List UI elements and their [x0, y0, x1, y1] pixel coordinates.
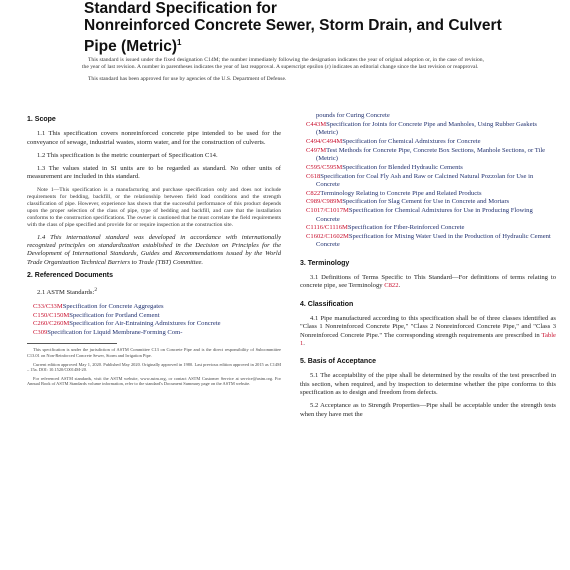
- reference-code[interactable]: C260/C260M: [33, 320, 70, 328]
- paragraph-5-1: 5.1 The acceptability of the pipe shall be determined by the results of the test prescribed in this section, when required, and by inspection to determine whether the pipe conforms to this specification as to design and freedom from defects.: [300, 372, 556, 397]
- astm-standards-intro-text: 2.1 ASTM Standards:: [37, 289, 95, 297]
- reference-item[interactable]: [300, 207, 556, 224]
- footnote-divider: [27, 343, 117, 344]
- reference-title[interactable]: pounds for Curing Concrete: [316, 112, 390, 119]
- reference-item[interactable]: [300, 233, 556, 250]
- footnote-1: This specification is under the jurisdiction of ASTM Committee C13 on Concrete Pipe and is the direct responsibility of Subcommittee C13.01 on Non-Reinforced Concrete Sewer, Storm and Irrigation Pipe.: [27, 347, 281, 359]
- reference-title[interactable]: Specification for Chemical Admixtures for Use in Producing Flowing Concrete: [316, 207, 533, 223]
- reference-code[interactable]: C33/C33M: [33, 302, 63, 310]
- reference-item[interactable]: [27, 303, 281, 311]
- reference-item[interactable]: [300, 173, 556, 190]
- reference-code[interactable]: C494/C494M: [306, 137, 343, 145]
- reference-item[interactable]: [27, 329, 281, 337]
- footnote-1-edition: Current edition approved May 1, 2020. Published May 2020. Originally approved in 1980. Last previous edition approved in 2015 as C14M – 15a. DOI: 10.1520/C0014M-20.: [27, 361, 281, 373]
- section-heading-scope: 1. Scope: [27, 116, 56, 123]
- reference-title[interactable]: Specification for Chemical Admixtures for Concrete: [342, 137, 481, 145]
- title-footnote-mark: 1: [177, 38, 182, 47]
- section-heading-terminology: 3. Terminology: [300, 259, 350, 267]
- paragraph-3-1-end: .: [398, 282, 401, 290]
- title-line-1: Standard Specification for: [84, 0, 277, 17]
- reference-title[interactable]: Specification for Mixing Water Used in the Production of Hydraulic Cement Concrete: [316, 233, 551, 249]
- reference-title[interactable]: Test Methods for Concrete Pipe, Concrete Box Sections, Manhole Sections, or Tile (Metric): [316, 146, 546, 162]
- notice-paragraph-1: This standard is issued under the fixed designation C14M; the number immediately following the designation indicates the year of original adoption or, in the case of revision, the year of last revision. A number in parentheses indicates the year of last reapproval. A superscript epsilon (ε) indicates an editorial change since the last revision or reapproval.: [82, 57, 484, 70]
- designation-notice: [82, 57, 484, 88]
- reference-code[interactable]: C309: [33, 329, 48, 337]
- reference-title[interactable]: Specification for Joints for Concrete Pipe and Manholes, Using Rubber Gaskets (Metric): [316, 120, 537, 137]
- footnote-2: For referenced ASTM standards, visit the ASTM website, www.astm.org, or contact ASTM Customer Service at service@astm.org. For Annual Book of ASTM Standards volume information, refer to the standard's Document Summary page on the ASTM website.: [27, 375, 281, 387]
- reference-item[interactable]: [300, 190, 556, 198]
- section-heading-basis-of-acceptance: 5. Basis of Acceptance: [300, 358, 376, 366]
- reference-title[interactable]: Specification for Fiber-Reinforced Concrete: [347, 224, 465, 232]
- title-line-3-text: Pipe (Metric): [84, 38, 178, 56]
- paragraph-1-3: 1.3 The values stated in SI units are to be regarded as standard. No other units of measurement are included in this standard.: [27, 165, 281, 181]
- left-column: [27, 112, 281, 390]
- reference-code[interactable]: C822: [306, 189, 321, 197]
- paragraph-4-1-end: .: [303, 339, 305, 347]
- title-line-2: Nonreinforced Concrete Sewer, Storm Drain, and Culvert: [84, 17, 502, 34]
- reference-title[interactable]: Specification for Slag Cement for Use in Concrete and Mortars: [342, 198, 510, 206]
- reference-item[interactable]: [300, 164, 556, 172]
- reference-code[interactable]: C1017/C1017M: [306, 207, 349, 215]
- terminology-reference-link[interactable]: C822: [384, 282, 399, 290]
- reference-title[interactable]: Specification for Air-Entraining Admixtures for Concrete: [69, 320, 221, 328]
- astm-footnote-mark: 2: [94, 287, 98, 294]
- reference-code[interactable]: C497M: [306, 146, 327, 154]
- paragraph-5-2: 5.2 Acceptance as to Strength Properties—Pipe shall be acceptable under the strength tests when they have met the: [300, 402, 556, 418]
- section-heading-referenced-documents: 2. Referenced Documents: [27, 271, 113, 279]
- notice-paragraph-2: This standard has been approved for use by agencies of the U.S. Department of Defense.: [88, 76, 287, 82]
- document-title: [84, 0, 504, 55]
- reference-item[interactable]: [300, 147, 556, 164]
- table-1-link[interactable]: Table 1: [300, 331, 556, 347]
- astm-standards-intro: [27, 286, 281, 297]
- reference-code[interactable]: C150/C150M: [33, 311, 70, 319]
- reference-title[interactable]: Specification for Coal Fly Ash and Raw or Calcined Natural Pozzolan for Use in Concrete: [316, 172, 534, 188]
- reference-item[interactable]: [300, 198, 556, 206]
- reference-title[interactable]: Specification for Portland Cement: [69, 311, 160, 319]
- paragraph-1-1: 1.1 This specification covers nonreinforced concrete pipe intended to be used for the conveyance of sewage, industrial wastes, storm water, and for the construction of culverts.: [27, 130, 281, 146]
- reference-item[interactable]: [300, 224, 556, 232]
- paragraph-1-4: 1.4 This international standard was developed in accordance with internationally recognized principles on standardization established in the Decision on Principles for the Development of International Standards, Guides and Recommendations issued by the World Trade Organization Technical Barriers to Trade (TBT) Committee.: [27, 233, 281, 266]
- paragraph-1-2: 1.2 This specification is the metric counterpart of Specification C14.: [37, 151, 218, 159]
- reference-code[interactable]: C595/C595M: [306, 163, 343, 171]
- paragraph-3-1-text: 3.1 Definitions of Terms Specific to This Standard—For definitions of terms relating to concrete pipe, see Terminology: [300, 274, 556, 290]
- reference-title[interactable]: Specification for Concrete Aggregates: [62, 302, 164, 310]
- paragraph-4-1-text: 4.1 Pipe manufactured according to this specification shall be of three classes identified as "Class 1 Nonreinforced Concrete Pipe," "Class 2 Nonreinforced Concrete Pipe," and "Class 3 Nonreinforced Concrete Pipe." The corresponding strength requirements are prescribed in: [300, 314, 556, 339]
- title-line-3: [84, 34, 504, 55]
- section-heading-classification: 4. Classification: [300, 300, 354, 308]
- reference-item-continued[interactable]: [300, 112, 556, 120]
- reference-title[interactable]: Specification for Blended Hydraulic Cements: [342, 163, 463, 171]
- reference-title[interactable]: Specification for Liquid Membrane-Forming Com-: [47, 329, 183, 337]
- reference-code[interactable]: C443M: [306, 120, 327, 128]
- reference-item[interactable]: [300, 121, 556, 138]
- reference-item[interactable]: [300, 138, 556, 146]
- paragraph-4-1: [300, 315, 556, 348]
- reference-item[interactable]: [27, 320, 281, 328]
- reference-code[interactable]: C989/C989M: [306, 198, 343, 206]
- reference-code[interactable]: C1602/C1602M: [306, 233, 349, 241]
- paragraph-3-1: [300, 274, 556, 291]
- reference-title[interactable]: Terminology Relating to Concrete Pipe and Related Products: [320, 189, 482, 197]
- reference-item[interactable]: [27, 312, 281, 320]
- reference-code[interactable]: C1116/C1116M: [306, 224, 348, 232]
- note-1: Note 1—This specification is a manufacturing and purchase specification only and does not include requirements for bedding, backfill, or the relationship between field load conditions and the strength classification of pipe. However, experience has shown that the successful performance of this product depends upon the proper selection of the class of pipe, type of bedding and backfill, and care that the installation conforms to the construction specifications. The owner is cautioned that he must correlate the field requirements with the class of pipe specified and provide for or require inspection at the construction site.: [27, 186, 281, 228]
- reference-code[interactable]: C618: [306, 172, 321, 180]
- right-column: [300, 112, 556, 424]
